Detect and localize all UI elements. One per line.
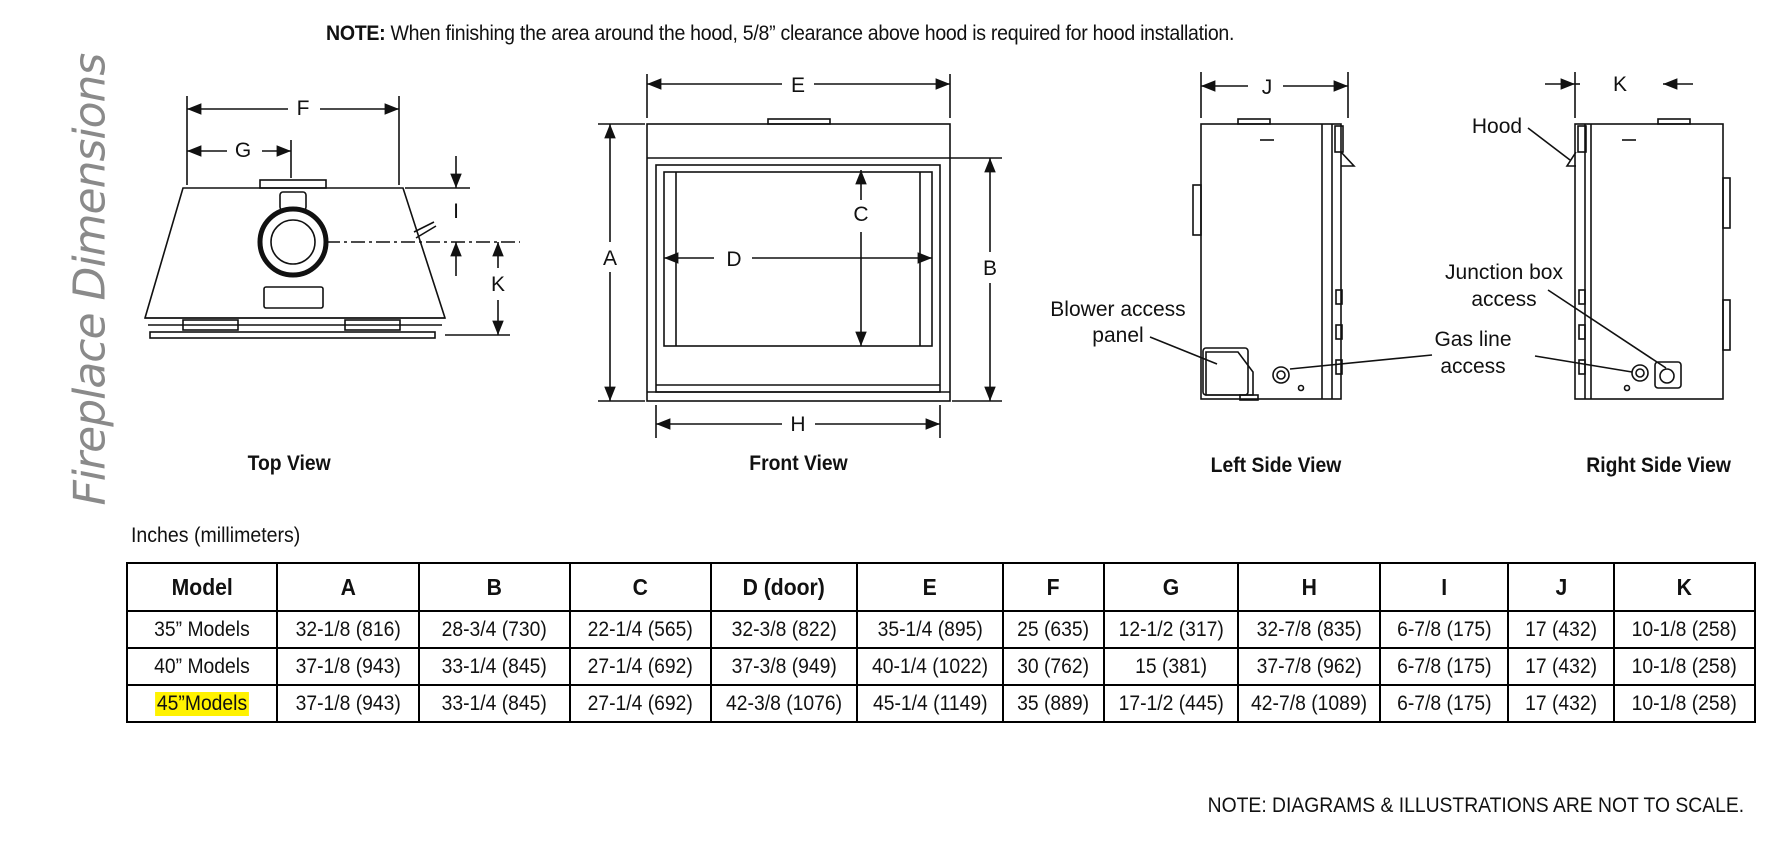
header-h: H xyxy=(1238,563,1380,611)
table-cell: 27-1/4 (692) xyxy=(570,685,711,722)
table-cell: 42-3/8 (1076) xyxy=(711,685,857,722)
table-cell: 40” Models xyxy=(127,648,277,685)
table-cell: 33-1/4 (845) xyxy=(419,648,570,685)
callout-gas-line1: Gas line xyxy=(1434,328,1512,351)
table-cell: 10-1/8 (258) xyxy=(1614,685,1755,722)
callout-blower-line1: Blower access xyxy=(1050,298,1186,321)
right-side-view-diagram xyxy=(1528,72,1730,399)
table-cell: 17 (432) xyxy=(1508,648,1614,685)
table-cell: 17 (432) xyxy=(1508,611,1614,648)
dim-letter-i: I xyxy=(453,200,459,223)
table-row xyxy=(127,685,1755,722)
table-cell: 35” Models xyxy=(127,611,277,648)
top-note-label: NOTE: xyxy=(326,22,386,45)
table-cell: 22-1/4 (565) xyxy=(570,611,711,648)
table-cell: 32-1/8 (816) xyxy=(277,611,419,648)
table-cell: 37-3/8 (949) xyxy=(711,648,857,685)
dim-letter-f: F xyxy=(296,97,310,120)
table-cell: 37-1/8 (943) xyxy=(277,685,419,722)
table-cell: 6-7/8 (175) xyxy=(1380,648,1508,685)
table-cell: 27-1/4 (692) xyxy=(570,648,711,685)
dim-letter-b: B xyxy=(982,257,998,280)
table-cell: 32-7/8 (835) xyxy=(1238,611,1380,648)
callout-blower-line2: panel xyxy=(1092,324,1144,347)
table-cell: 42-7/8 (1089) xyxy=(1238,685,1380,722)
front-view-label: Front View xyxy=(749,452,848,475)
table-cell: 35 (889) xyxy=(1003,685,1104,722)
header-b: B xyxy=(419,563,570,611)
table-cell: 40-1/4 (1022) xyxy=(857,648,1003,685)
header-j: J xyxy=(1508,563,1614,611)
dim-letter-j: J xyxy=(1261,76,1273,99)
top-note-text: When finishing the area around the hood, 5/8” clearance above hood is required for hood installation. xyxy=(385,22,1235,45)
front-view-diagram xyxy=(598,74,1002,438)
table-row xyxy=(127,648,1755,685)
table-cell-highlighted-model xyxy=(127,685,277,722)
top-view-label: Top View xyxy=(247,452,331,475)
table-cell: 45-1/4 (1149) xyxy=(857,685,1003,722)
header-g: G xyxy=(1104,563,1238,611)
table-cell: 35-1/4 (895) xyxy=(857,611,1003,648)
table-cell: 17 (432) xyxy=(1508,685,1614,722)
callout-hood: Hood xyxy=(1471,115,1523,138)
dim-letter-c: C xyxy=(853,203,869,226)
dim-letter-e: E xyxy=(790,74,806,97)
table-cell: 37-7/8 (962) xyxy=(1238,648,1380,685)
table-cell: 30 (762) xyxy=(1003,648,1104,685)
dim-letter-d: D xyxy=(726,248,742,271)
table-header-row xyxy=(127,563,1755,611)
table-cell: 37-1/8 (943) xyxy=(277,648,419,685)
table-cell: 10-1/8 (258) xyxy=(1614,648,1755,685)
dim-letter-k-top: K xyxy=(490,273,506,296)
table-cell: 25 (635) xyxy=(1003,611,1104,648)
header-k: K xyxy=(1614,563,1755,611)
header-c: C xyxy=(570,563,711,611)
dim-letter-a: A xyxy=(602,247,618,270)
dim-letter-k-side: K xyxy=(1612,73,1628,96)
table-cell: 33-1/4 (845) xyxy=(419,685,570,722)
left-side-view-label: Left Side View xyxy=(1210,454,1342,477)
table-cell: 28-3/4 (730) xyxy=(419,611,570,648)
left-side-view-diagram xyxy=(1150,72,1432,400)
header-d: D (door) xyxy=(711,563,857,611)
header-a: A xyxy=(277,563,419,611)
dim-letter-g: G xyxy=(234,139,252,162)
table-cell: 15 (381) xyxy=(1104,648,1238,685)
table-cell: 6-7/8 (175) xyxy=(1380,611,1508,648)
header-f: F xyxy=(1003,563,1104,611)
table-cell: 32-3/8 (822) xyxy=(711,611,857,648)
table-cell: 6-7/8 (175) xyxy=(1380,685,1508,722)
callout-junction-line2: access xyxy=(1471,288,1537,311)
right-side-view-label: Right Side View xyxy=(1586,454,1731,477)
header-e: E xyxy=(857,563,1003,611)
callout-junction-line1: Junction box xyxy=(1445,261,1563,284)
header-i: I xyxy=(1380,563,1508,611)
table-cell: 12-1/2 (317) xyxy=(1104,611,1238,648)
units-label: Inches (millimeters) xyxy=(131,524,301,547)
side-title: Fireplace Dimensions xyxy=(64,53,116,506)
header-model: Model xyxy=(127,563,277,611)
callout-gas-line2: access xyxy=(1440,355,1506,378)
table-cell: 17-1/2 (445) xyxy=(1104,685,1238,722)
bottom-note: NOTE: DIAGRAMS & ILLUSTRATIONS ARE NOT TO SCALE. xyxy=(1207,794,1744,817)
dimensions-table xyxy=(126,562,1756,723)
top-view-diagram xyxy=(145,96,520,338)
dim-letter-h: H xyxy=(790,413,806,436)
table-cell: 10-1/8 (258) xyxy=(1614,611,1755,648)
table-row xyxy=(127,611,1755,648)
highlighted-model-text: 45”Models xyxy=(156,691,248,715)
